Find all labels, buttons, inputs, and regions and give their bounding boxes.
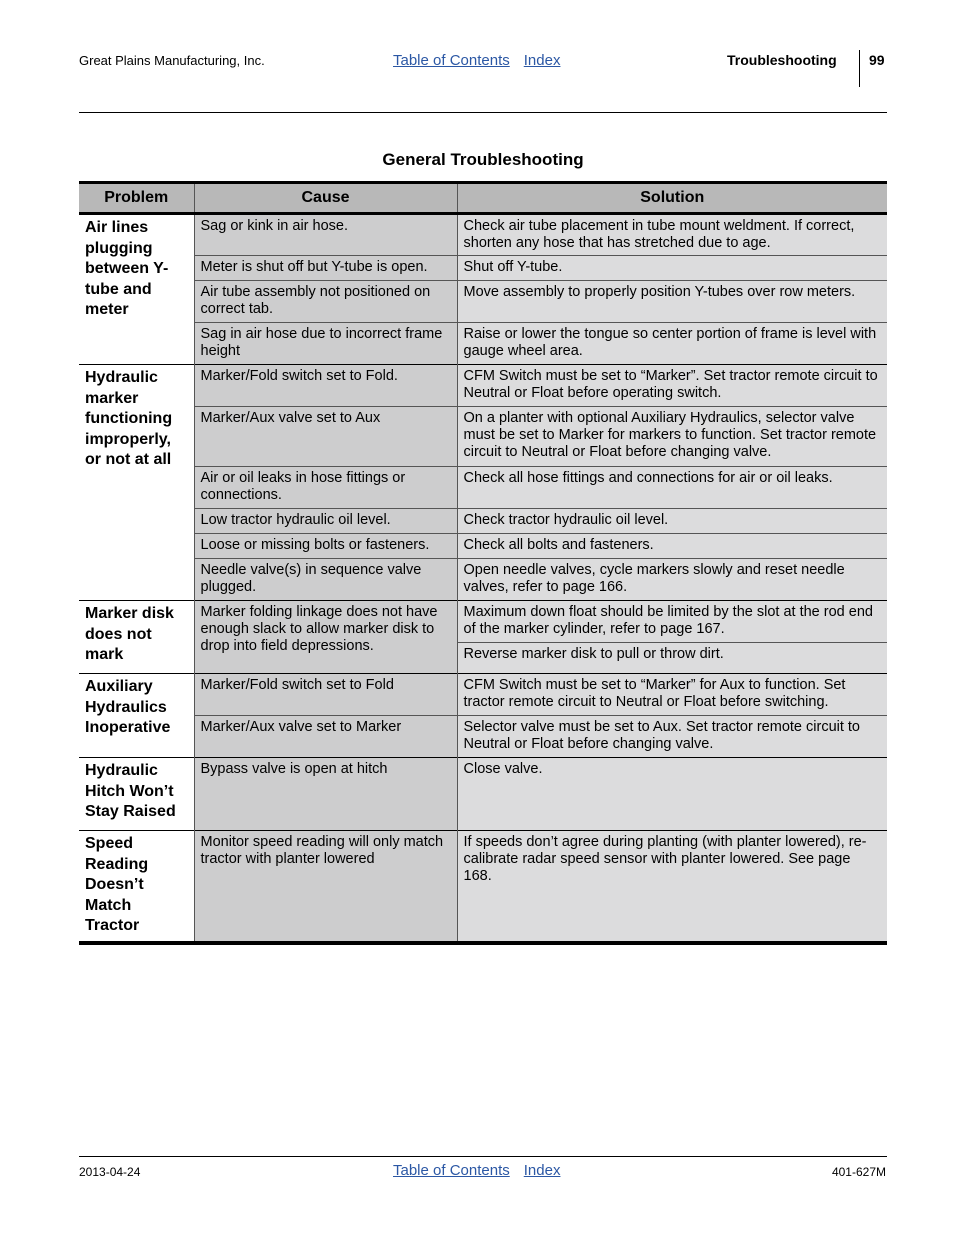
problem-cell: Marker disk does not mark (79, 601, 194, 674)
cause-cell: Needle valve(s) in sequence valve plugged. (194, 559, 457, 601)
cause-cell: Monitor speed reading will only match tractor with planter lowered (194, 831, 457, 943)
problem-cell: Hydraulic marker functioning improperly, or not at all (79, 365, 194, 601)
footer-toc-link[interactable]: Table of Contents (393, 1162, 510, 1179)
column-header-cause: Cause (194, 183, 457, 214)
solution-cell: Selector valve must be set to Aux. Set tractor remote circuit to Neutral or Float before changing valve. (457, 716, 887, 758)
header-toc-link[interactable]: Table of Contents (393, 52, 510, 69)
solution-cell: Reverse marker disk to pull or throw dirt. (457, 643, 887, 674)
footer-nav (393, 1162, 574, 1179)
table-row (79, 365, 887, 407)
problem-cell: Air lines plugging between Y-tube and meter (79, 214, 194, 365)
column-header-solution: Solution (457, 183, 887, 214)
header-nav (393, 52, 574, 69)
cause-cell: Air or oil leaks in hose fittings or connections. (194, 467, 457, 509)
section-title: Troubleshooting (727, 52, 837, 68)
table-row (79, 509, 887, 534)
column-header-problem: Problem (79, 183, 194, 214)
solution-cell: Check air tube placement in tube mount weldment. If correct, shorten any hose that has stretched due to age. (457, 214, 887, 256)
solution-cell: Close valve. (457, 758, 887, 831)
table-row (79, 407, 887, 467)
page-number: 99 (869, 52, 885, 68)
cause-cell: Sag in air hose due to incorrect frame height (194, 323, 457, 365)
solution-cell: Check all hose fittings and connections for air or oil leaks. (457, 467, 887, 509)
cause-cell: Loose or missing bolts or fasteners. (194, 534, 457, 559)
solution-cell: CFM Switch must be set to “Marker” for Aux to function. Set tractor remote circuit to Neutral or Float before switching. (457, 674, 887, 716)
table-row (79, 534, 887, 559)
problem-cell: Hydraulic Hitch Won’t Stay Raised (79, 758, 194, 831)
cause-cell: Low tractor hydraulic oil level. (194, 509, 457, 534)
solution-cell: Raise or lower the tongue so center portion of frame is level with gauge wheel area. (457, 323, 887, 365)
company-name: Great Plains Manufacturing, Inc. (79, 53, 265, 68)
troubleshooting-table (79, 181, 887, 945)
solution-cell: Maximum down float should be limited by the slot at the rod end of the marker cylinder, refer to page 167. (457, 601, 887, 643)
solution-cell: Check all bolts and fasteners. (457, 534, 887, 559)
cause-cell: Air tube assembly not positioned on correct tab. (194, 281, 457, 323)
table-row (79, 716, 887, 758)
table-row (79, 323, 887, 365)
table-row (79, 559, 887, 601)
header-divider (859, 50, 860, 87)
table-row (79, 467, 887, 509)
problem-cell: Auxiliary Hydraulics Inoperative (79, 674, 194, 758)
table-row (79, 256, 887, 281)
table-header-row (79, 183, 887, 214)
table-row (79, 758, 887, 831)
cause-cell: Marker folding linkage does not have enough slack to allow marker disk to drop into field depressions. (194, 601, 457, 674)
header-rule (79, 112, 887, 113)
cause-cell: Marker/Fold switch set to Fold. (194, 365, 457, 407)
table-row (79, 601, 887, 643)
cause-cell: Meter is shut off but Y-tube is open. (194, 256, 457, 281)
cause-cell: Bypass valve is open at hitch (194, 758, 457, 831)
document-number: 401-627M (831, 1165, 886, 1179)
solution-cell: CFM Switch must be set to “Marker”. Set tractor remote circuit to Neutral or Float before operating switch. (457, 365, 887, 407)
table-row (79, 831, 887, 943)
problem-cell: Speed Reading Doesn’t Match Tractor (79, 831, 194, 943)
table-row (79, 674, 887, 716)
cause-cell: Marker/Fold switch set to Fold (194, 674, 457, 716)
publication-date: 2013-04-24 (79, 1165, 141, 1179)
cause-cell: Marker/Aux valve set to Marker (194, 716, 457, 758)
table-row (79, 281, 887, 323)
footer-rule (79, 1156, 887, 1157)
solution-cell: Move assembly to properly position Y-tubes over row meters. (457, 281, 887, 323)
solution-cell: Shut off Y-tube. (457, 256, 887, 281)
solution-cell: On a planter with optional Auxiliary Hydraulics, selector valve must be set to Marker for markers to function. Set tractor remote circuit to Neutral or Float before changing valve. (457, 407, 887, 467)
footer-index-link[interactable]: Index (523, 1162, 561, 1179)
solution-cell: If speeds don’t agree during planting (with planter lowered), re-calibrate radar speed sensor with planter lowered. See page 168. (457, 831, 887, 943)
cause-cell: Marker/Aux valve set to Aux (194, 407, 457, 467)
solution-cell: Check tractor hydraulic oil level. (457, 509, 887, 534)
solution-cell: Open needle valves, cycle markers slowly and reset needle valves, refer to page 166. (457, 559, 887, 601)
header-index-link[interactable]: Index (523, 52, 561, 69)
table-row (79, 214, 887, 256)
table-title: General Troubleshooting (382, 150, 584, 169)
cause-cell: Sag or kink in air hose. (194, 214, 457, 256)
